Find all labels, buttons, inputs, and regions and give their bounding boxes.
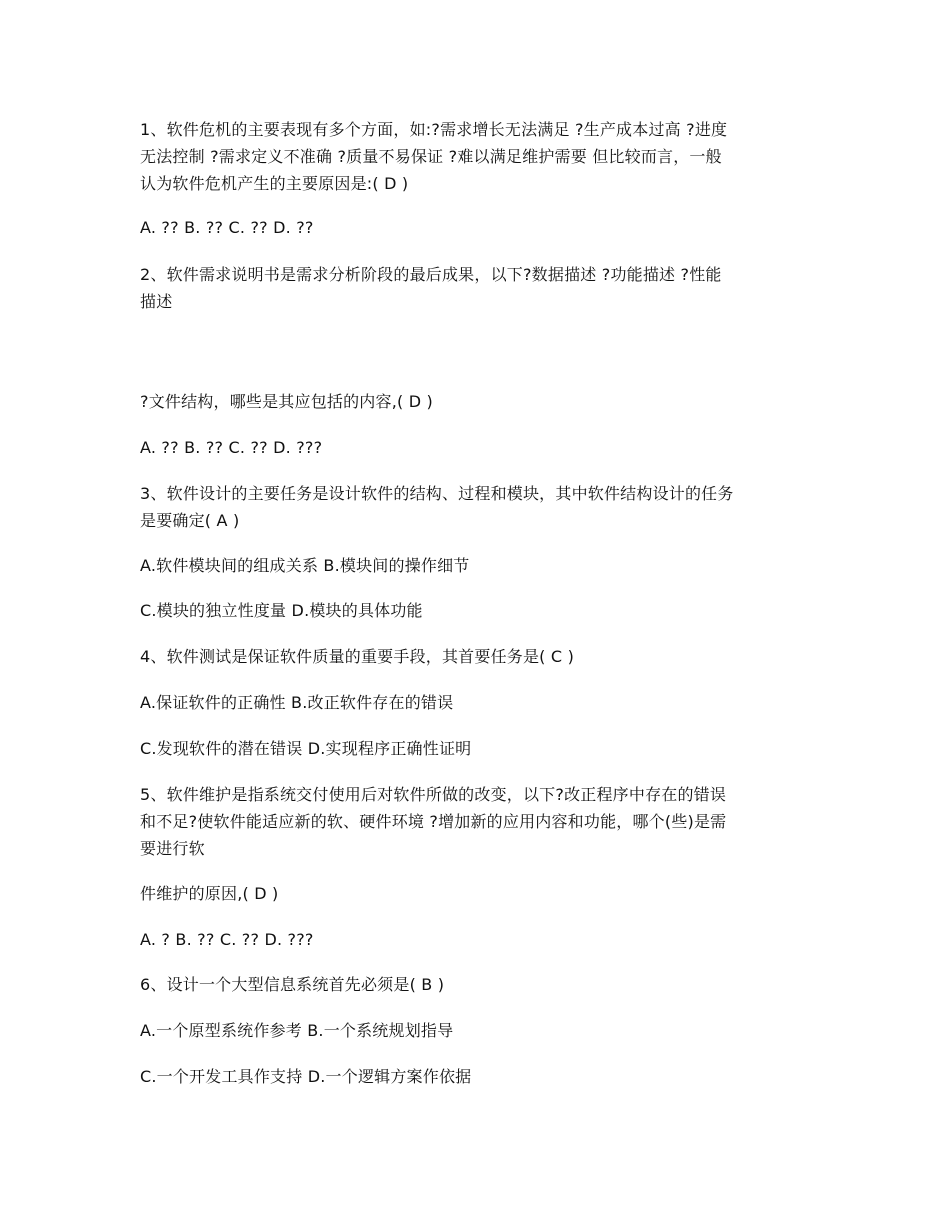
q5-options: A. ? B. ?? C. ?? D. ??? xyxy=(140,930,314,949)
q3-stem-line-2: 是要确定( A ) xyxy=(140,511,240,530)
q2-stem-line-1: 2、软件需求说明书是需求分析阶段的最后成果，以下?数据描述 ?功能描述 ?性能 xyxy=(140,265,722,284)
q4-options-cd: C.发现软件的潜在错误 D.实现程序正确性证明 xyxy=(140,739,472,758)
q6-stem: 6、设计一个大型信息系统首先必须是( B ) xyxy=(140,975,445,994)
q1-stem-line-3: 认为软件危机产生的主要原因是:( D ) xyxy=(140,174,409,193)
q4-options-ab: A.保证软件的正确性 B.改正软件存在的错误 xyxy=(140,693,454,712)
q6-options-cd: C.一个开发工具作支持 D.一个逻辑方案作依据 xyxy=(140,1067,472,1086)
q1-stem-line-2: 无法控制 ?需求定义不准确 ?质量不易保证 ?难以满足维护需要 但比较而言，一般 xyxy=(140,147,722,166)
q2-options: A. ?? B. ?? C. ?? D. ??? xyxy=(140,438,323,457)
q4-stem: 4、软件测试是保证软件质量的重要手段，其首要任务是( C ) xyxy=(140,647,575,666)
q2-stem-line-3: ?文件结构，哪些是其应包括的内容,( D ) xyxy=(140,392,433,411)
q3-options-cd: C.模块的独立性度量 D.模块的具体功能 xyxy=(140,601,423,620)
q5-stem-line-4: 件维护的原因,( D ) xyxy=(140,884,279,903)
q1-stem-line-1: 1、软件危机的主要表现有多个方面，如:?需求增长无法满足 ?生产成本过高 ?进度 xyxy=(140,120,728,139)
q5-stem-line-3: 要进行软 xyxy=(140,839,205,858)
q3-options-ab: A.软件模块间的组成关系 B.模块间的操作细节 xyxy=(140,556,470,575)
q3-stem-line-1: 3、软件设计的主要任务是设计软件的结构、过程和模块，其中软件结构设计的任务 xyxy=(140,484,734,503)
q1-options: A. ?? B. ?? C. ?? D. ?? xyxy=(140,218,314,237)
q5-stem-line-2: 和不足?使软件能适应新的软、硬件环境 ?增加新的应用内容和功能，哪个(些)是需 xyxy=(140,812,727,831)
q5-stem-line-1: 5、软件维护是指系统交付使用后对软件所做的改变，以下?改正程序中存在的错误 xyxy=(140,785,727,804)
q6-options-ab: A.一个原型系统作参考 B.一个系统规划指导 xyxy=(140,1021,454,1040)
q2-stem-line-2: 描述 xyxy=(140,292,173,311)
